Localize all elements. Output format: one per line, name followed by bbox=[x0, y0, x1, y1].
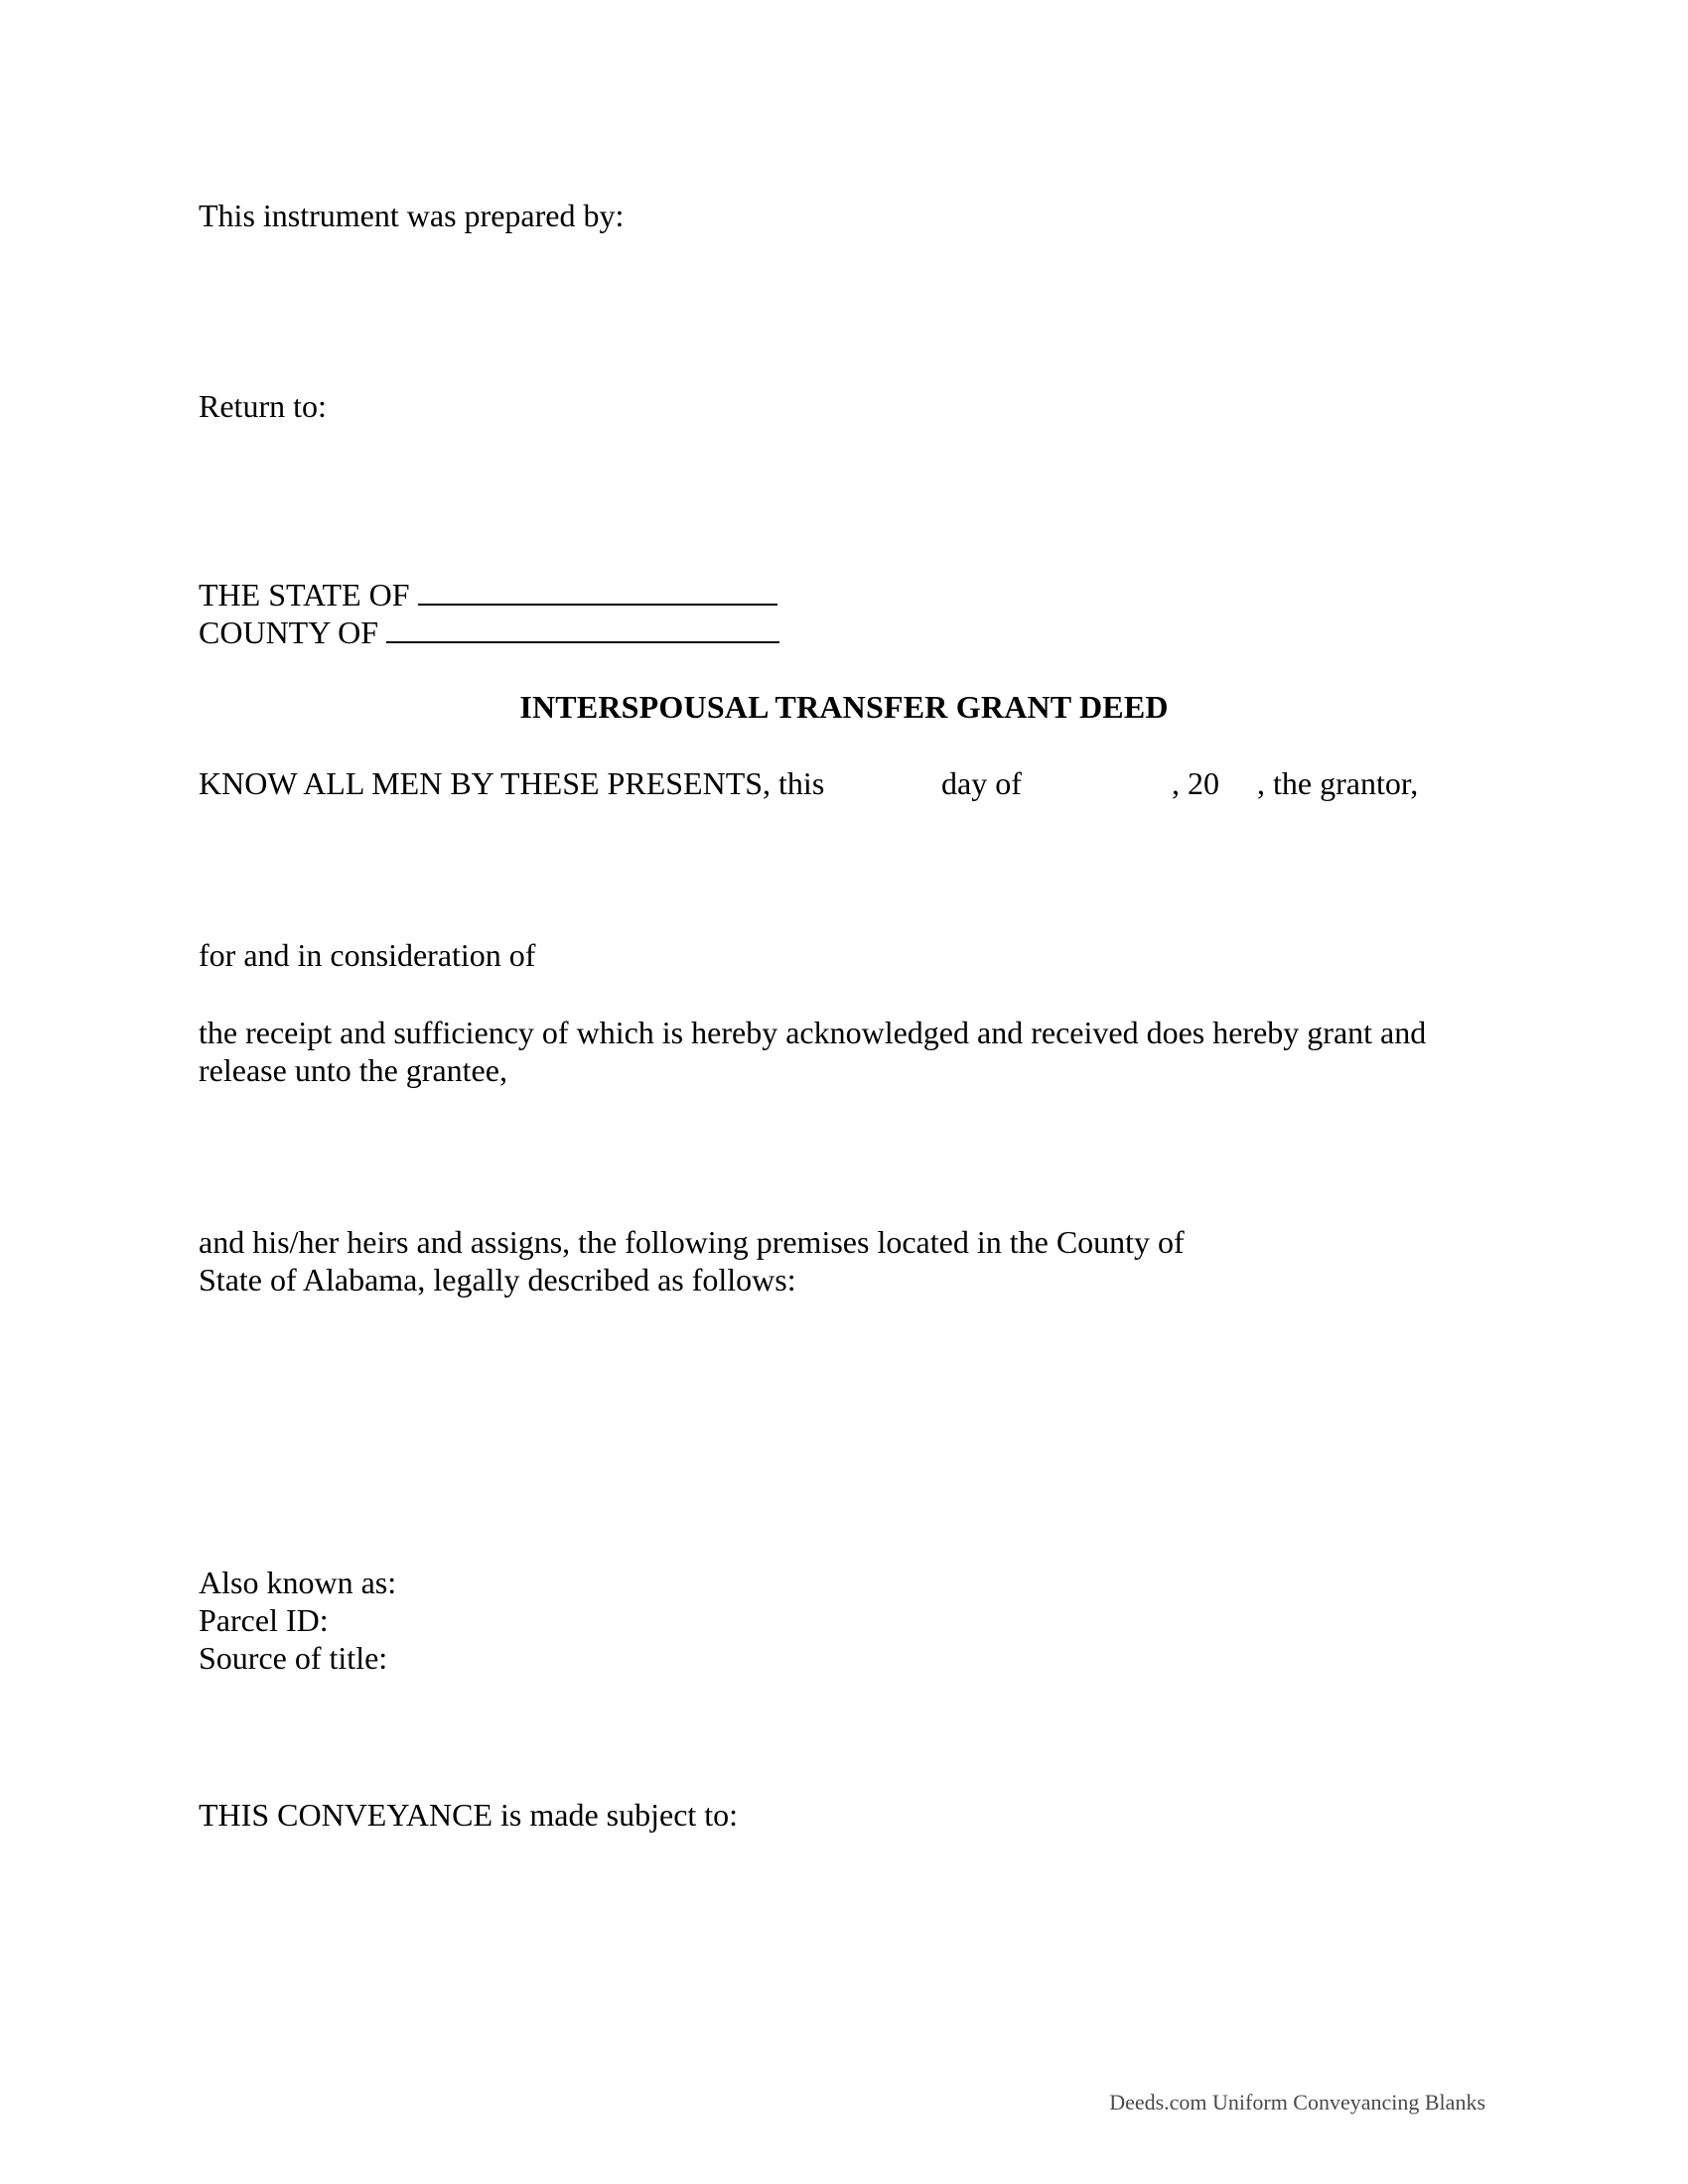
county-blank-field[interactable] bbox=[386, 615, 779, 643]
receipt-line-1: the receipt and sufficiency of which is hereby acknowledged and received does hereby grant and bbox=[199, 1015, 1427, 1050]
year-prefix-text: , 20 bbox=[1172, 765, 1219, 801]
also-known-as-label: Also known as: bbox=[199, 1565, 397, 1600]
footer-text: Deeds.com Uniform Conveyancing Blanks bbox=[1109, 2090, 1485, 2115]
know-all-men-text: KNOW ALL MEN BY THESE PRESENTS, this bbox=[199, 765, 825, 801]
prepared-by-label: This instrument was prepared by: bbox=[199, 198, 625, 233]
county-of-label: COUNTY OF bbox=[199, 614, 379, 650]
the-grantor-text: , the grantor, bbox=[1257, 765, 1419, 801]
state-of-label: THE STATE OF bbox=[199, 577, 410, 613]
state-blank-field[interactable] bbox=[418, 578, 777, 606]
consideration-text: for and in consideration of bbox=[199, 937, 536, 973]
heirs-line-2: State of Alabama, legally described as follows: bbox=[199, 1262, 796, 1297]
return-to-label: Return to: bbox=[199, 388, 327, 424]
heirs-line-1: and his/her heirs and assigns, the following premises located in the County of bbox=[199, 1224, 1185, 1260]
source-of-title-label: Source of title: bbox=[199, 1640, 388, 1676]
deed-title: INTERSPOUSAL TRANSFER GRANT DEED bbox=[519, 689, 1169, 725]
parcel-id-label: Parcel ID: bbox=[199, 1602, 329, 1638]
state-of-line bbox=[199, 576, 777, 614]
conveyance-text: THIS CONVEYANCE is made subject to: bbox=[199, 1797, 739, 1833]
receipt-line-2: release unto the grantee, bbox=[199, 1052, 507, 1088]
county-of-line bbox=[199, 614, 779, 651]
day-of-text: day of bbox=[941, 765, 1022, 801]
